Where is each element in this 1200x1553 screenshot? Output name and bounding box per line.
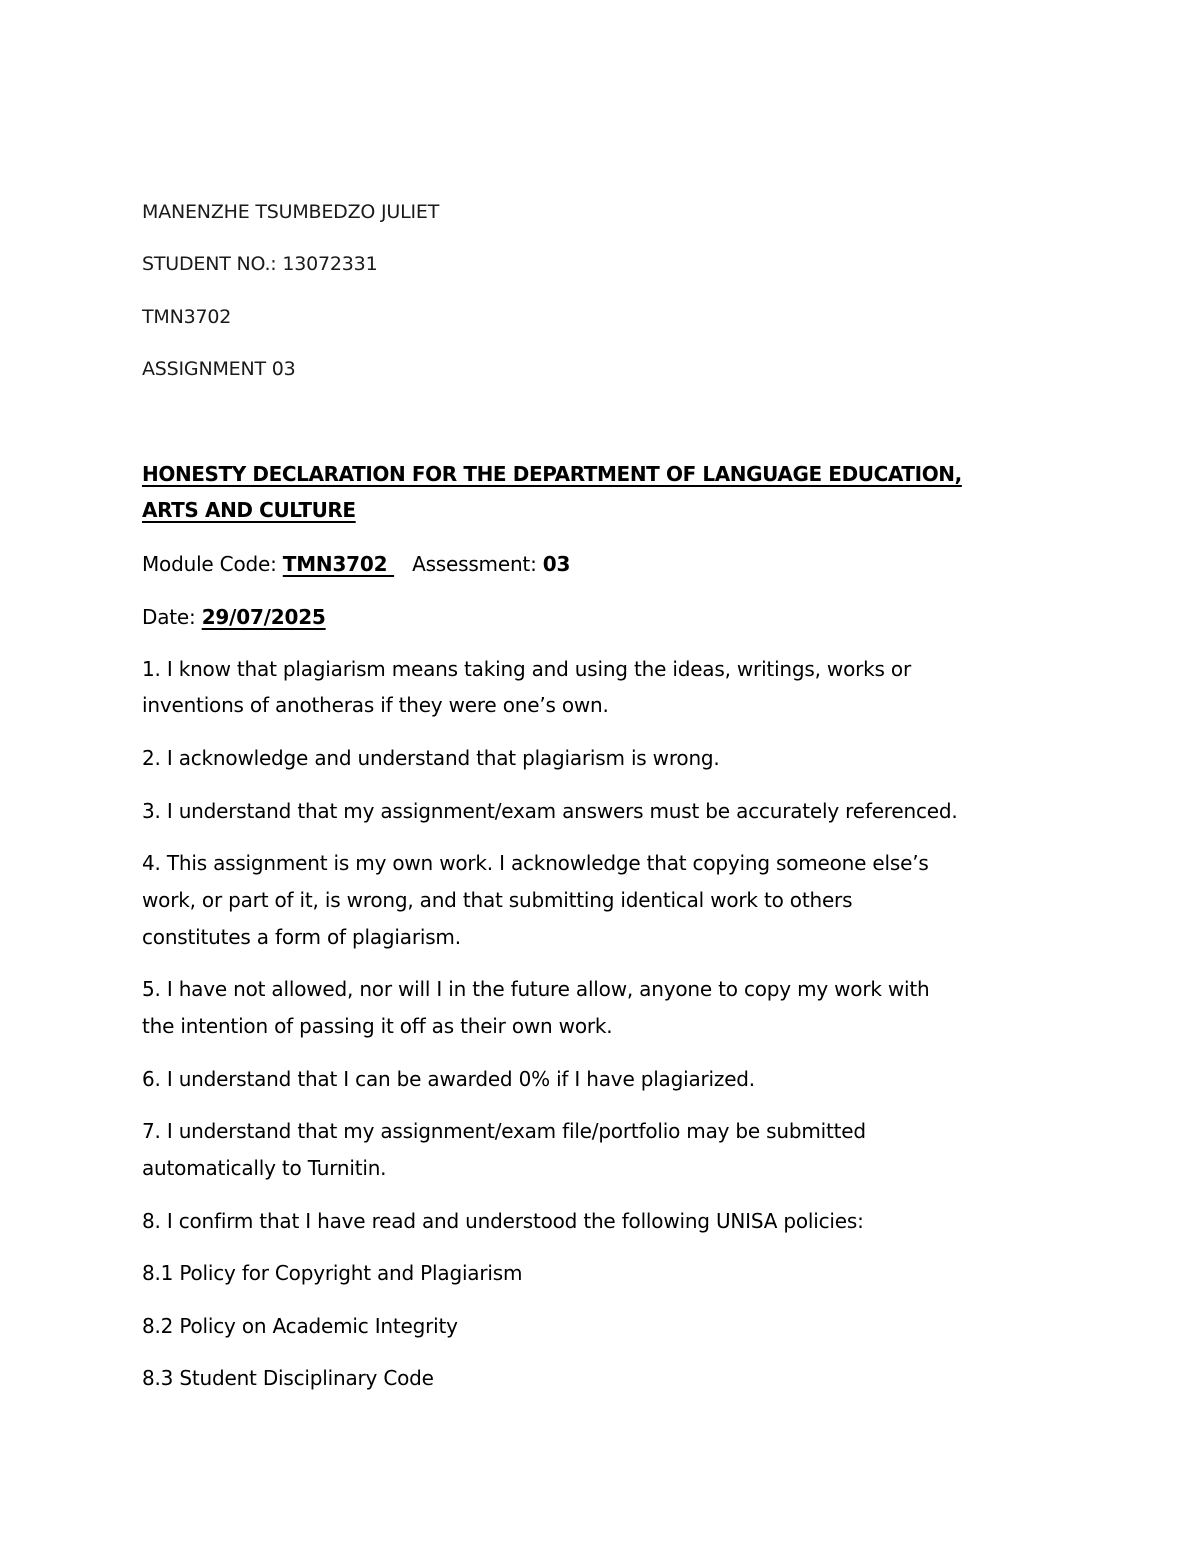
- module-code-value: TMN3702: [282, 552, 395, 576]
- declaration-title-line-2: ARTS AND CULTURE: [142, 498, 356, 522]
- statement-2: 2. I acknowledge and understand that plagiarism is wrong.: [142, 746, 720, 770]
- declaration-title-line-1: HONESTY DECLARATION FOR THE DEPARTMENT OF LANGUAGE EDUCATION,: [142, 462, 962, 486]
- statement-7-line-1: 7. I understand that my assignment/exam file/portfolio may be submitted: [142, 1119, 866, 1143]
- date-label: Date:: [142, 605, 202, 629]
- statement-7-line-2: automatically to Turnitin.: [142, 1156, 387, 1180]
- policy-item-8-3: 8.3 Student Disciplinary Code: [142, 1366, 434, 1390]
- statement-5-line-2: the intention of passing it off as their own work.: [142, 1014, 613, 1038]
- statement-1-line-2: inventions of anotheras if they were one’s own.: [142, 693, 609, 717]
- module-code: TMN3702: [142, 306, 232, 328]
- student-number: STUDENT NO.: 13072331: [142, 253, 378, 275]
- statement-3: 3. I understand that my assignment/exam answers must be accurately referenced.: [142, 799, 958, 823]
- date-value: 29/07/2025: [201, 605, 326, 629]
- assessment-label: Assessment:: [412, 552, 543, 576]
- module-code-label: Module Code:: [142, 552, 283, 576]
- statement-4-line-3: constitutes a form of plagiarism.: [142, 925, 461, 949]
- statement-1-line-1: 1. I know that plagiarism means taking and using the ideas, writings, works or: [142, 657, 911, 681]
- date-line: [142, 599, 326, 635]
- policy-item-8-2: 8.2 Policy on Academic Integrity: [142, 1314, 458, 1338]
- statement-6: 6. I understand that I can be awarded 0% if I have plagiarized.: [142, 1067, 755, 1091]
- assessment-value: 03: [542, 552, 571, 576]
- statement-8: 8. I confirm that I have read and understood the following UNISA policies:: [142, 1209, 864, 1233]
- student-name: MANENZHE TSUMBEDZO JULIET: [142, 201, 440, 223]
- statement-5-line-1: 5. I have not allowed, nor will I in the future allow, anyone to copy my work with: [142, 977, 930, 1001]
- assignment-number: ASSIGNMENT 03: [142, 358, 296, 380]
- statement-4-line-1: 4. This assignment is my own work. I acknowledge that copying someone else’s: [142, 851, 929, 875]
- statement-4-line-2: work, or part of it, is wrong, and that submitting identical work to others: [142, 888, 853, 912]
- policy-item-8-1: 8.1 Policy for Copyright and Plagiarism: [142, 1261, 523, 1285]
- module-assessment-line: [142, 546, 570, 582]
